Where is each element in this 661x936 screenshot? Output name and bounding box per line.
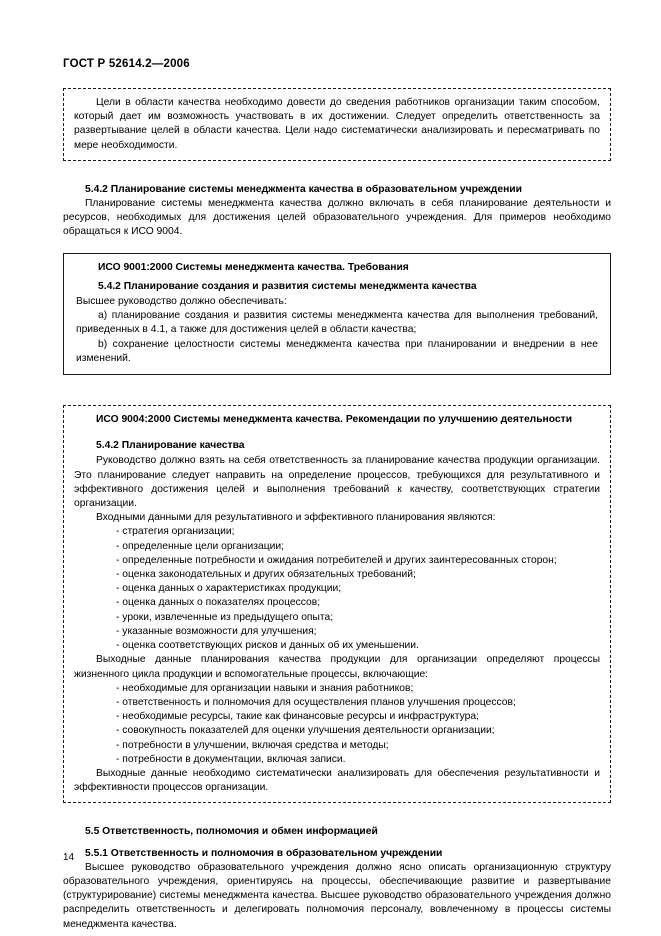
list-item: - определенные цели организации; (116, 540, 284, 552)
list-item: - совокупность показателей для оценки улучшения деятельности организации; (116, 725, 495, 737)
paragraph-5-4-2: Планирование системы менеджмента качества должно включать в себя планирование деятельности и ресурсов, необходимых для достижения целей образовательного учреждения. Для примеров необходимо обращаться к ИСО 9004. (63, 198, 611, 238)
paragraph-5-5-1: Высшее руководство образовательного учреждения должно ясно описать организационную структуру образовательного учреждения, ориентируясь на процессы, обеспечивающие развитие и развертывание (структурирование) системы менеджмента качества. Высшее руководство образовательного учреждения должно распределить ответственность и делегировать полномочия персоналу, вовлеченному в процессы системы менеджмента качества. (63, 861, 611, 930)
spacer (63, 803, 611, 825)
iso-9001-subtitle: 5.4.2 Планирование создания и развития системы менеджмента качества (98, 280, 477, 292)
heading-5-5: 5.5 Ответственность, полномочия и обмен информацией (85, 826, 378, 838)
spacer (74, 432, 600, 439)
spacer (63, 161, 611, 183)
list-item: - оценка данных о характеристиках продукции; (116, 583, 342, 595)
iso-9001-title: ИСО 9001:2000 Системы менеджмента качества. Требования (98, 261, 409, 273)
heading-5-5-1: 5.5.1 Ответственность и полномочия в образовательном учреждении (85, 847, 443, 859)
page-header: ГОСТ Р 52614.2—2006 (63, 58, 190, 70)
page-content (63, 88, 611, 932)
list-item: - ответственность и полномочия для осуществления планов улучшения процессов; (116, 696, 516, 708)
spacer (63, 375, 611, 405)
iso-9004-subtitle: 5.4.2 Планирование качества (96, 440, 245, 452)
iso-9004-title: ИСО 9004:2000 Системы менеджмента качества. Рекомендации по улучшению деятельности (96, 414, 573, 426)
iso-9001-item-a: а) планирование создания и развития системы менеджмента качества для выполнения требований, приведенных в 4.1, а также для достижения целей в области качества; (76, 310, 598, 336)
iso-9001-item-b: b) сохранение целостности системы менеджмента качества при планировании и внедрении в нее изменений. (76, 338, 598, 364)
spacer (63, 240, 611, 253)
heading-5-4-2: 5.4.2 Планирование системы менеджмента качества в образовательном учреждении (85, 183, 522, 195)
iso-9004-paragraph-3: Выходные данные планирования качества продукции для организации определяют процессы жизненного цикла продукции и вспомогательные процессы, включающие: (74, 654, 600, 680)
intro-quote-box (63, 88, 611, 161)
intro-paragraph: Цели в области качества необходимо довести до сведения работников организации таким способом, который дает им возможность участвовать в их достижении. Следует определить ответственность за развертывание целей в области качества. Цели надо систематически анализировать и пересматривать по мере необходимости. (74, 97, 600, 151)
list-item: - необходимые ресурсы, такие как финансовые ресурсы и инфраструктура; (116, 711, 479, 723)
iso-9004-box (63, 405, 611, 803)
list-item: - оценка законодательных и других обязательных требований; (116, 569, 416, 581)
iso-9004-paragraph-4: Выходные данные необходимо систематически анализировать для обеспечения результативности и эффективности процессов организации. (74, 767, 600, 794)
list-item: - определенные потребности и ожидания потребителей и других заинтересованных сторон; (116, 554, 557, 566)
iso-9001-box (63, 253, 611, 375)
iso-9004-paragraph-1: Руководство должно взять на себя ответственность за планирование качества продукции организации. Это планирование следует направить на определение процессов, требующихся для результативного и эффективного достижения целей и выполнения требований к качеству, соответствующих стратегии организации. (74, 455, 600, 510)
list-item: - указанные возможности для улучшения; (116, 625, 317, 637)
iso-9001-lead: Высшее руководство должно обеспечивать: (76, 296, 287, 308)
list-item: - уроки, извлеченные из предыдущего опыта; (116, 611, 334, 623)
list-item: - оценка данных о показателях процессов; (116, 597, 321, 609)
page-number: 14 (63, 852, 75, 863)
iso-9004-paragraph-2: Входными данными для результативного и эффективного планирования являются: (96, 512, 496, 524)
list-item: - стратегия организации; (116, 526, 235, 538)
list-item: - оценка соответствующих рисков и данных об их уменьшении. (116, 640, 419, 652)
spacer (63, 840, 611, 847)
list-item: - потребности в документации, включая записи. (116, 753, 346, 765)
list-item: - необходимые для организации навыки и знания работников; (116, 682, 414, 694)
list-item: - потребности в улучшении, включая средства и методы; (116, 739, 389, 751)
